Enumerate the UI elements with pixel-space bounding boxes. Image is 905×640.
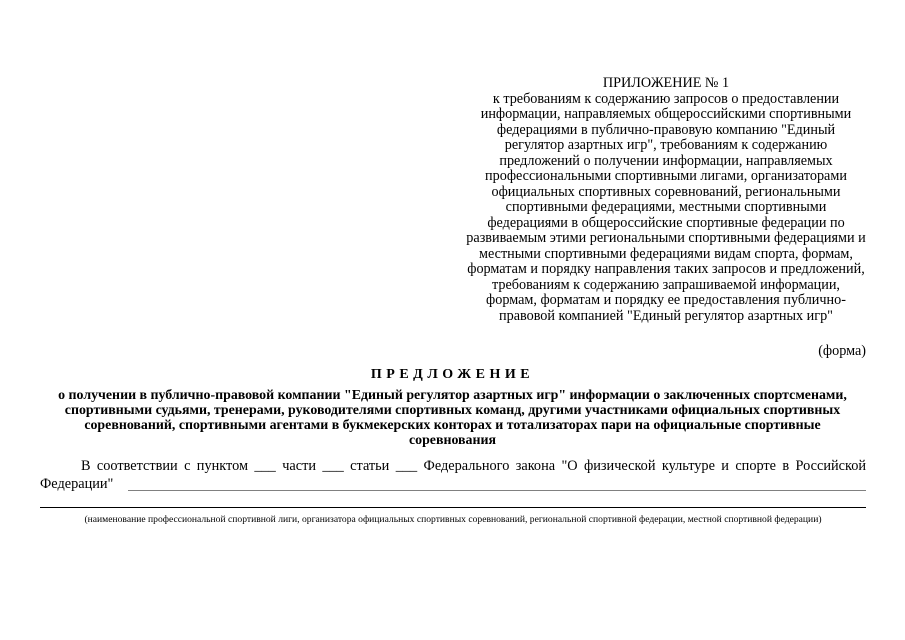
- accordance-paragraph: [40, 457, 866, 493]
- appendix-heading: ПРИЛОЖЕНИЕ № 1: [602, 75, 730, 91]
- appendix-text: к требованиям к содержанию запросов о предоставлении информации, направляемых общероссийскими спортивными федерациями в публично-правовую компанию "Единый регулятор азартных игр", требованиям к содержанию предложений о получении информации, направляемых профессиональными спортивными лигами, организаторами официальных спортивных соревнований, региональными спортивными федерациями, местными спортивными федерациями в общероссийские спортивные федерации по развиваемым этими региональными спортивными федерациями и местными спортивными федерациями видам спорта, формам, форматам и порядку направления таких запросов и предложений, требованиям к содержанию запрашиваемой информации, формам, форматам и порядку ее предоставления публично-правовой компанией "Единый регулятор азартных игр": [466, 90, 866, 324]
- accordance-text: В соответствии с пунктом ___ части ___ статьи ___ Федерального закона "О физической культуре и спорте в Российской Федерации": [40, 458, 866, 492]
- form-label: (форма): [818, 343, 866, 359]
- appendix-block: [466, 76, 866, 324]
- field-caption: (наименование профессиональной спортивной лиги, организатора официальных спортивных соревнований, региональной спортивной федерации, местной спортивной федерации): [84, 514, 822, 525]
- document-title: ПРЕДЛОЖЕНИЕ: [370, 367, 535, 382]
- fill-in-line-organization[interactable]: [40, 507, 866, 508]
- document-subtitle: о получении в публично-правовой компании "Единый регулятор азартных игр" информации о заключенных спортсменами, спортивными судьями, тренерами, руководителями спортивных команд, другими участниками официальных спортивных соревнований, спортивными агентами в букмекерских конторах и тотализаторах пари на официальные спортивные соревнования: [58, 388, 847, 448]
- fill-in-line[interactable]: [128, 490, 866, 491]
